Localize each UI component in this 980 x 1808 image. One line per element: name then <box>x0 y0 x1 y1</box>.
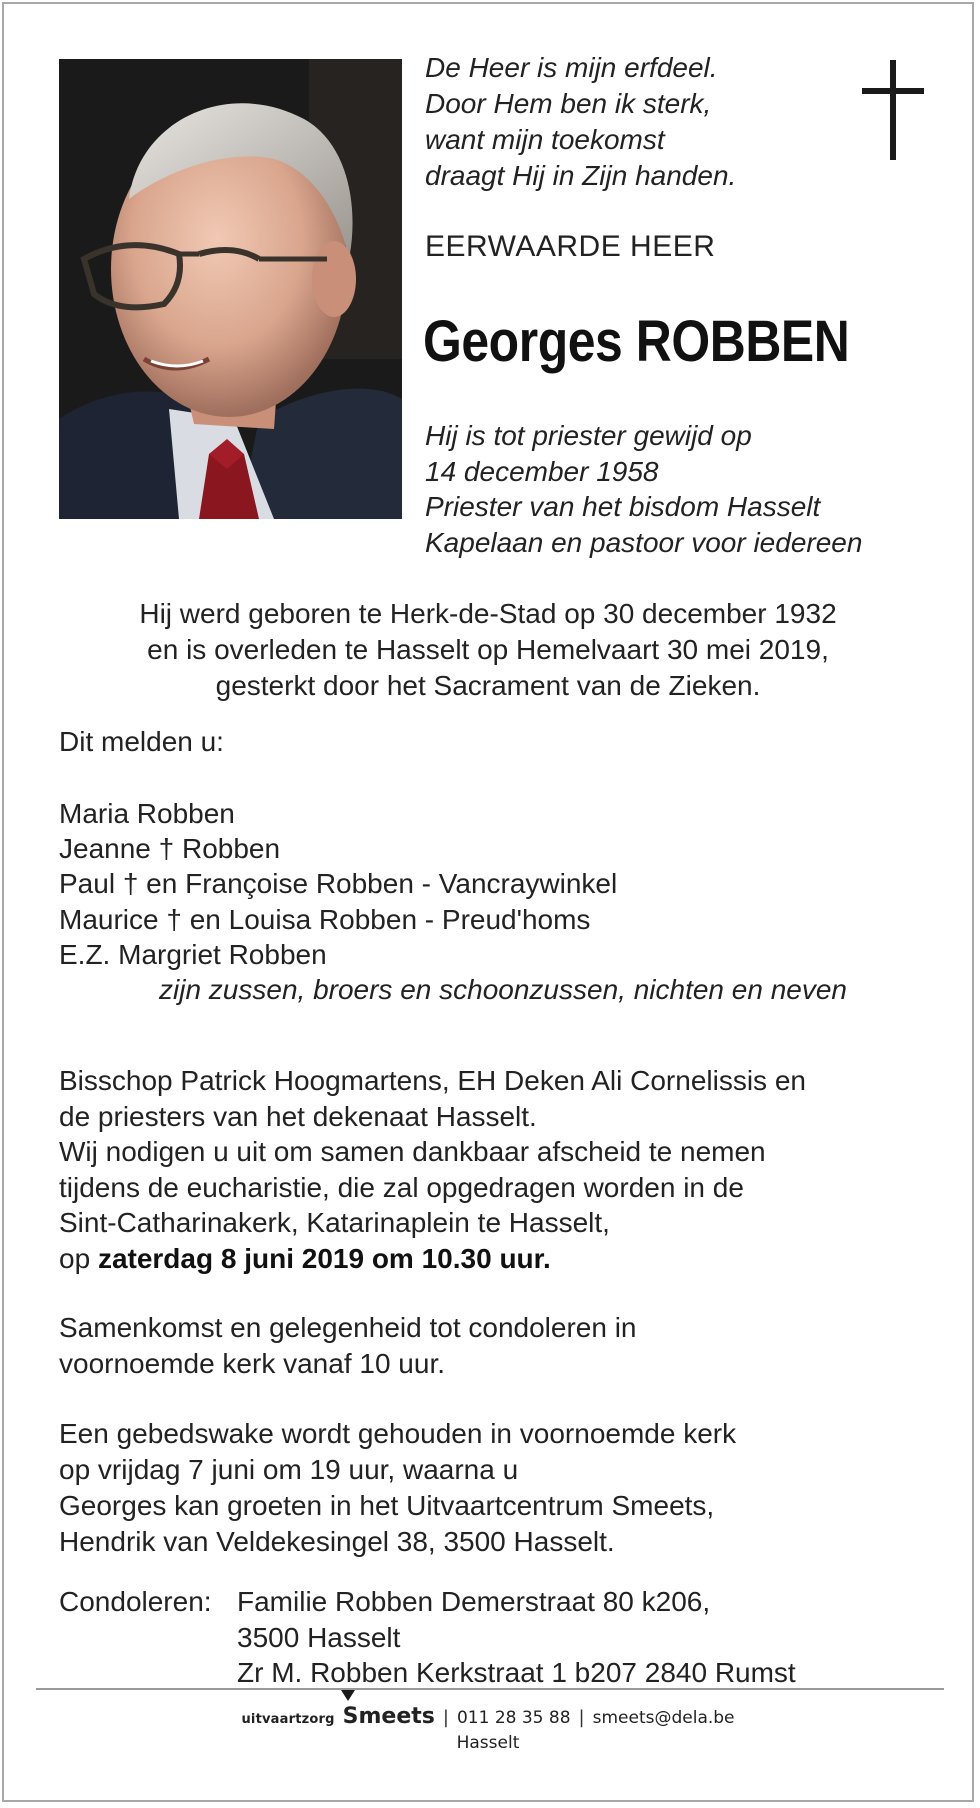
ordination-line: 14 december 1958 <box>425 455 659 487</box>
gathering-text <box>59 1310 637 1382</box>
family-member: E.Z. Margriet Robben <box>59 938 327 970</box>
footer-email: smeets@dela.be <box>592 1708 735 1728</box>
ordination-line: Kapelaan en pastoor voor iedereen <box>425 526 863 558</box>
family-member: Maurice † en Louisa Robben - Preud'homs <box>59 903 591 935</box>
family-relation: zijn zussen, broers en schoonzussen, nichten en neven <box>159 974 847 1006</box>
gathering-line: voornoemde kerk vanaf 10 uur. <box>59 1348 446 1379</box>
wake-line: Een gebedswake wordt gehouden in voornoemde kerk <box>59 1418 737 1449</box>
logo-triangle-icon <box>341 1690 355 1701</box>
family-list <box>59 796 847 1007</box>
brand-name: Smeets <box>342 1704 435 1729</box>
invitation-line: Wij nodigen u uit om samen dankbaar afscheid te nemen <box>59 1136 766 1167</box>
footer <box>0 1704 976 1753</box>
condolence-line: Familie Robben Demerstraat 80 k206, <box>237 1586 711 1617</box>
invitation-line: de priesters van het dekenaat Hasselt. <box>59 1100 537 1132</box>
footer-phone: 011 28 35 88 <box>456 1708 571 1728</box>
announce-heading: Dit melden u: <box>59 726 224 757</box>
family-member: Jeanne † Robben <box>59 833 281 865</box>
family-member: Paul † en Françoise Robben - Vancraywinkel <box>59 868 618 900</box>
ordination-line: Hij is tot priester gewijd op <box>425 420 752 451</box>
wake-text <box>59 1416 736 1560</box>
condolence-line: Zr M. Robben Kerkstraat 1 b207 2840 Rumst <box>237 1657 796 1688</box>
ordination-line: Priester van het bisdom Hasselt <box>425 491 821 522</box>
verse-line: De Heer is mijn erfdeel. <box>425 52 718 83</box>
birth-death-info <box>0 596 976 704</box>
footer-city: Hasselt <box>456 1733 520 1753</box>
family-member: Maria Robben <box>59 798 235 829</box>
condolence-addresses <box>59 1584 796 1691</box>
invitation-line: Sint-Catharinakerk, Katarinaplein te Hasselt, <box>59 1207 610 1238</box>
footer-separator: | <box>578 1707 585 1728</box>
wake-line: Hendrik van Veldekesingel 38, 3500 Hasselt. <box>59 1526 615 1557</box>
condolence-label: Condoleren: <box>59 1586 212 1617</box>
verse-line: draagt Hij in Zijn handen. <box>425 160 737 191</box>
invitation-line: tijdens de eucharistie, die zal opgedragen worden in de <box>59 1171 744 1203</box>
ordination-info <box>425 418 862 560</box>
birth-death-line: en is overleden te Hasselt op Hemelvaart 30 mei 2019, <box>147 634 829 665</box>
honorific-title: EERWAARDE HEER <box>425 230 716 263</box>
deceased-name: Georges ROBBEN <box>423 309 850 374</box>
footer-prefix: uitvaartzorg <box>241 1712 335 1727</box>
footer-separator: | <box>442 1707 449 1728</box>
verse-line: want mijn toekomst <box>425 124 665 155</box>
condolence-line: 3500 Hasselt <box>237 1621 401 1653</box>
service-date-bold: zaterdag 8 juni 2019 om 10.30 uur. <box>97 1242 551 1274</box>
wake-line: op vrijdag 7 juni om 19 uur, waarna u <box>59 1454 519 1485</box>
verse-line: Door Hem ben ik sterk, <box>425 88 712 119</box>
invitation-line: Bisschop Patrick Hoogmartens, EH Deken Ali Cornelissis en <box>59 1065 806 1096</box>
birth-death-line: Hij werd geboren te Herk-de-Stad op 30 december 1932 <box>139 598 837 629</box>
footer-divider <box>36 1688 944 1690</box>
brand-logo <box>343 1704 435 1729</box>
gathering-line: Samenkomst en gelegenheid tot condoleren in <box>59 1312 637 1343</box>
bible-verse <box>425 50 736 194</box>
portrait-photo <box>59 59 402 519</box>
cross-icon <box>862 60 924 160</box>
invitation-text <box>59 1063 806 1276</box>
service-date-prefix: op <box>59 1242 91 1274</box>
wake-line: Georges kan groeten in het Uitvaartcentrum Smeets, <box>59 1490 715 1521</box>
portrait-illustration <box>59 59 402 519</box>
service-date <box>59 1241 806 1277</box>
birth-death-line: gesterkt door het Sacrament van de Zieken. <box>215 670 761 701</box>
